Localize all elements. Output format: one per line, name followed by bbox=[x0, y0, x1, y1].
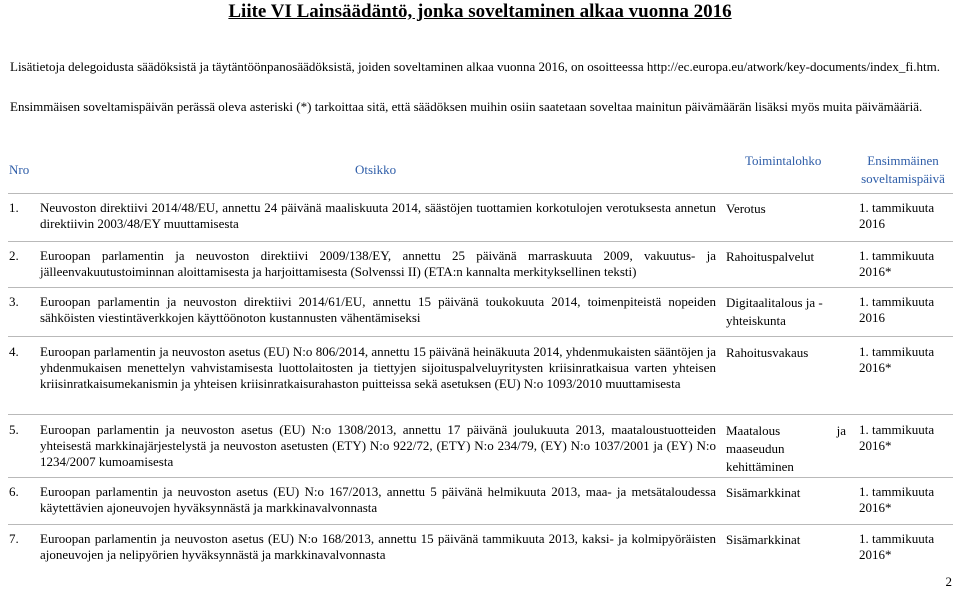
row-toimintalohko: Maatalous ja maaseudun kehittäminen bbox=[726, 423, 846, 474]
info-paragraph: Lisätietoja delegoidusta säädöksistä ja täytäntöönpanosäädöksistä, joiden soveltaminen alkaa vuonna 2016, on osoitteessa http://ec.europa.eu/atwork/key-documents/index_fi.htm. bbox=[10, 59, 940, 74]
row-toimintalohko: Verotus bbox=[726, 201, 766, 216]
row-divider bbox=[8, 336, 953, 337]
row-number: 4. bbox=[9, 344, 19, 359]
row-toimintalohko: Rahoitusvakaus bbox=[726, 345, 809, 360]
row-number: 5. bbox=[9, 422, 19, 437]
asterisk-note: Ensimmäisen soveltamispäivän perässä oleva asteriski (*) tarkoittaa sitä, että säädöksen muihin osiin saatetaan soveltaa mainitun päivämäärän lisäksi myös muita päivämääriä. bbox=[10, 99, 923, 114]
row-title: Euroopan parlamentin ja neuvoston asetus (EU) N:o 806/2014, annettu 15 päivänä heinäkuuta 2014, yhdenmukaisten sääntöjen ja yhdenmukaisen menettelyn vahvistamisesta luottolaitosten ja tiettyjen sijoituspalveluyritysten kriisinratkaisua varten yhteisen kriisinratkaisumekanismin ja yhteisen kriisinratkaisurahaston puitteissa sekä asetuksen (EU) N:o 1093/2010 muuttamisesta bbox=[40, 344, 716, 391]
row-date: 1. tammikuuta 2016 bbox=[859, 294, 935, 325]
row-toimintalohko: Sisämarkkinat bbox=[726, 532, 801, 547]
row-date: 1. tammikuuta 2016 bbox=[859, 200, 935, 231]
row-number: 7. bbox=[9, 531, 19, 546]
row-number: 2. bbox=[9, 248, 19, 263]
row-title: Euroopan parlamentin ja neuvoston direktiivi 2014/61/EU, annettu 15 päivänä toukokuuta 2014, toimenpiteistä nopeiden sähköisten viestintäverkkojen käyttöönoton kustannusten vähentämiseksi bbox=[40, 294, 716, 325]
row-divider bbox=[8, 414, 953, 415]
row-date: 1. tammikuuta 2016* bbox=[859, 344, 935, 375]
header-nro: Nro bbox=[9, 162, 30, 177]
row-title: Euroopan parlamentin ja neuvoston asetus (EU) N:o 167/2013, annettu 5 päivänä helmikuuta 2013, maa- ja metsätaloudessa käytettävien ajoneuvojen hyväksynnästä ja markkinavalvonnasta bbox=[40, 484, 716, 515]
row-number: 1. bbox=[9, 200, 19, 215]
row-divider bbox=[8, 287, 953, 288]
row-divider bbox=[8, 241, 953, 242]
header-ensimmainen: Ensimmäinen soveltamispäivä bbox=[861, 153, 945, 186]
page-title: Liite VI Lainsäädäntö, jonka soveltaminen alkaa vuonna 2016 bbox=[228, 1, 732, 22]
row-toimintalohko: Rahoituspalvelut bbox=[726, 249, 815, 264]
row-title: Euroopan parlamentin ja neuvoston asetus (EU) N:o 1308/2013, annettu 17 päivänä joulukuuta 2013, maataloustuotteiden yhteisestä markkinajärjestelystä ja neuvoston asetusten (ETY) N:o 922/72, (ETY) N:o 234/79, (EY) N:o 1037/2001 ja (EY) N:o 1234/2007 kumoamisesta bbox=[40, 422, 716, 469]
row-number: 3. bbox=[9, 294, 19, 309]
row-date: 1. tammikuuta 2016* bbox=[859, 484, 935, 515]
row-divider bbox=[8, 477, 953, 478]
row-toimintalohko: Digitaalitalous ja -yhteiskunta bbox=[726, 295, 823, 328]
row-title: Neuvoston direktiivi 2014/48/EU, annettu 24 päivänä maaliskuuta 2014, säästöjen tuottamien korkotulojen verotuksesta annetun direktiivin 2003/48/EY muuttamisesta bbox=[40, 200, 716, 231]
row-title: Euroopan parlamentin ja neuvoston direktiivi 2009/138/EY, annettu 25 päivänä marraskuuta 2009, vakuutus- ja jälleenvakuutustoiminnan aloittamisesta ja harjoittamisesta (Solvenssi II) (ETA:n kannalta merkityksellinen teksti) bbox=[40, 248, 716, 279]
row-title: Euroopan parlamentin ja neuvoston asetus (EU) N:o 168/2013, annettu 15 päivänä tammikuuta 2013, kaksi- ja kolmipyöräisten ajoneuvojen ja nelipyörien hyväksynnästä ja markkinavalvonnasta bbox=[40, 531, 716, 562]
header-divider bbox=[8, 193, 953, 194]
row-date: 1. tammikuuta 2016* bbox=[859, 248, 935, 279]
row-date: 1. tammikuuta 2016* bbox=[859, 422, 935, 453]
header-otsikko: Otsikko bbox=[355, 162, 397, 177]
header-toimintalohko: Toimintalohko bbox=[745, 153, 822, 168]
row-number: 6. bbox=[9, 484, 19, 499]
row-divider bbox=[8, 524, 953, 525]
row-date: 1. tammikuuta 2016* bbox=[859, 531, 935, 562]
page-number: 2 bbox=[945, 574, 952, 589]
row-toimintalohko: Sisämarkkinat bbox=[726, 485, 801, 500]
